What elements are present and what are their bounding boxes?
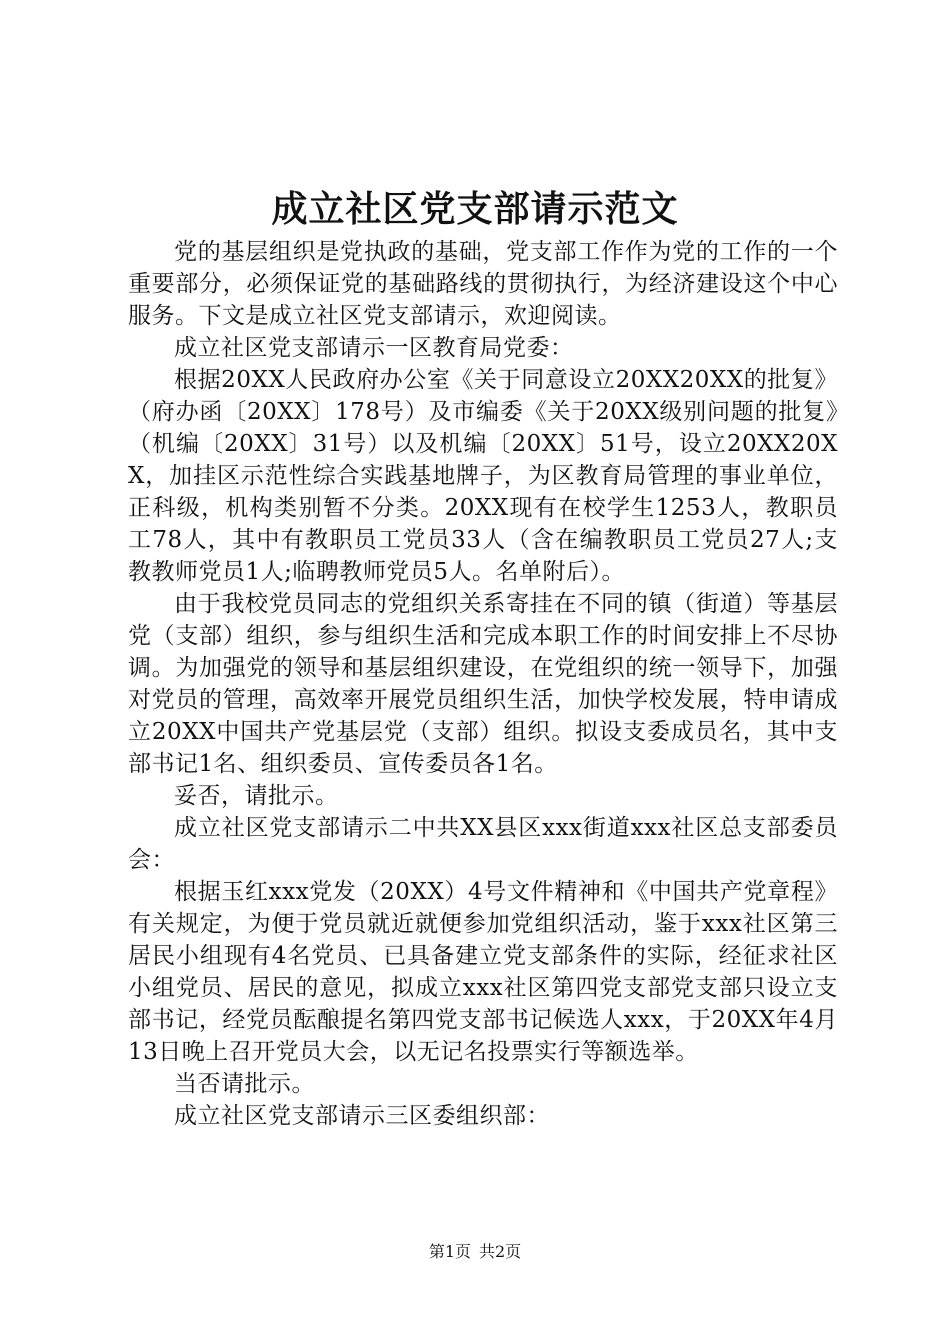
paragraph-request-one-reason: 由于我校党员同志的党组织关系寄挂在不同的镇（街道）等基层党（支部）组织，参与组织生活和完成本职工作的时间安排上不尽协调。为加强党的领导和基层组织建设，在党组织的统一领导下，加强对党员的管理，高效率开展党员组织生活，加快学校发展，特申请成立20XX中国共产党基层党（支部）组织。拟设支委成员名，其中支部书记1名、组织委员、宣传委员各1名。	[128, 591, 838, 777]
page-footer	[0, 1241, 950, 1263]
paragraph-intro: 党的基层组织是党执政的基础，党支部工作作为党的工作的一个重要部分，必须保证党的基础路线的贯彻执行，为经济建设这个中心服务。下文是成立社区党支部请示，欢迎阅读。	[128, 239, 838, 329]
page-number-total: 共2页	[479, 1242, 522, 1261]
paragraph-request-one-closing: 妥否，请批示。	[174, 783, 339, 809]
paragraph-request-one-heading: 成立社区党支部请示一区教育局党委：	[174, 335, 574, 361]
paragraph-request-two-body: 根据玉红xxx党发（20XX）4号文件精神和《中国共产党章程》有关规定，为便于党员就近就便参加党组织活动，鉴于xxx社区第三居民小组现有4名党员、已具备建立党支部条件的实际，经征求社区小组党员、居民的意见，拟成立xxx社区第四党支部党支部只设立支部书记，经党员酝酿提名第四党支部书记候选人xxx，于20XX年4月13日晚上召开党员大会，以无记名投票实行等额选举。	[128, 879, 838, 1065]
page-number-current: 第1页	[428, 1242, 471, 1261]
paragraph-request-two-heading: 成立社区党支部请示二中共XX县区xxx街道xxx社区总支部委员会：	[128, 815, 838, 873]
paragraph-request-three-heading: 成立社区党支部请示三区委组织部：	[174, 1103, 550, 1129]
paragraph-request-one-basis: 根据20XX人民政府办公室《关于同意设立20XX20XX的批复》（府办函〔20XX〕178号）及市编委《关于20XX级别问题的批复》（机编〔20XX〕31号）以及机编〔20XX〕51号，设立20XX20XX，加挂区示范性综合实践基地牌子，为区教育局管理的事业单位，正科级，机构类别暂不分类。20XX现有在校学生1253人，教职员工78人，其中有教职员工党员33人（含在编教职员工党员27人;支教教师党员1人;临聘教师党员5人。名单附后）。	[128, 367, 838, 585]
paragraph-request-two-closing: 当否请批示。	[174, 1071, 315, 1097]
document-body	[128, 236, 838, 1132]
document-title: 成立社区党支部请示范文	[271, 188, 679, 230]
